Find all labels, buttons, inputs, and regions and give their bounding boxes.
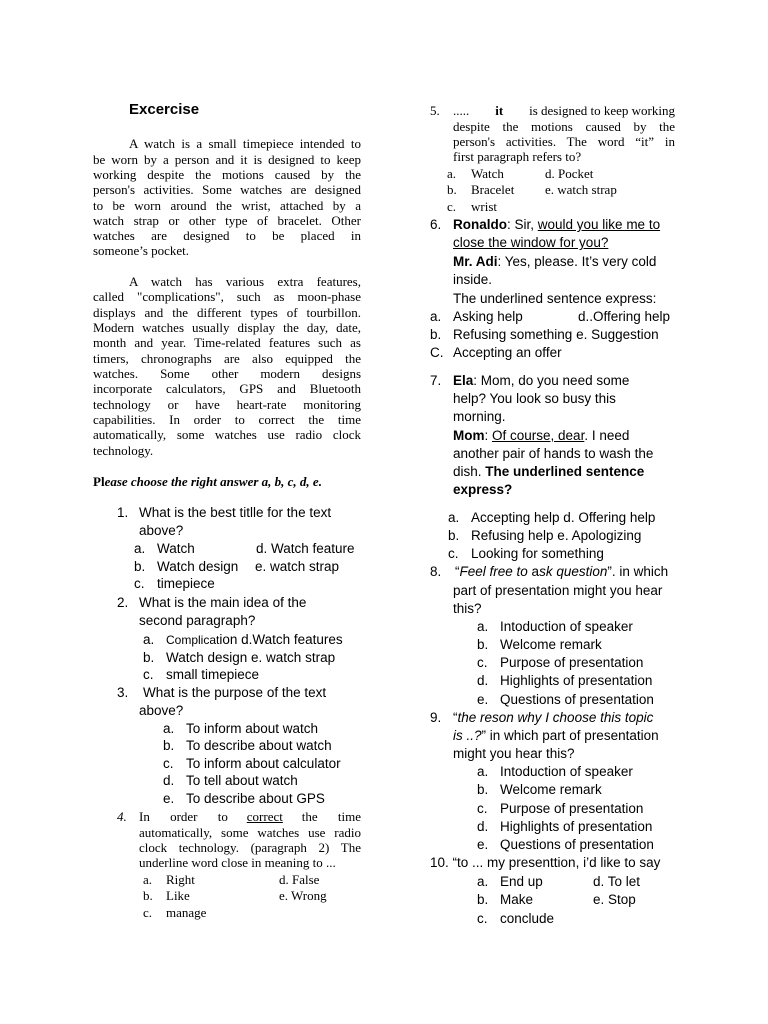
passage-line: displays and the different types of tourbillon. [93, 305, 361, 320]
dialogue-text: help? You look so busy this [453, 391, 616, 406]
passage-line: technology or have heart-rate monitoring [93, 397, 361, 412]
option-text: Watch design e. watch strap [166, 650, 336, 665]
option-text: To tell about watch [186, 773, 298, 788]
quoted-phrase: is ..? [453, 728, 482, 743]
question-text: this? [453, 601, 482, 616]
question-text [139, 809, 361, 825]
question-text: underline word close in meaning to ... [139, 855, 336, 870]
option-text: Right [166, 872, 195, 887]
option-letter: a. [134, 541, 146, 556]
option-letter: e. [477, 692, 489, 707]
option-text: e. watch strap [255, 559, 340, 574]
question-text [453, 103, 675, 119]
question-text [455, 564, 668, 579]
dialogue-text: : Mom, do you need some [473, 373, 630, 388]
passage-line: called "complications", such as moon-phase [93, 289, 361, 304]
question-number: 3. [117, 685, 129, 700]
passage-line: watches are designed to be placed in [93, 228, 361, 243]
question-text-part: ” in which part of presentation [481, 728, 659, 743]
passage-line: watch strap or other type of bracelet. Other [93, 213, 361, 228]
option-letter: a. [477, 874, 489, 889]
option-text: e. watch strap [545, 182, 617, 197]
passage-line: watches. Some other modern designs [93, 366, 361, 381]
option-letter: b. [477, 892, 489, 907]
question-number: 6. [430, 217, 442, 232]
instruction-start: Pl [93, 474, 105, 489]
option-text: Questions of presentation [500, 692, 654, 707]
option-text: Asking help [453, 309, 523, 324]
option-text: Accepting help d. Offering help [471, 510, 656, 525]
passage-line: person's activities. Some watches are designed [93, 182, 361, 197]
underlined-sentence: would you like me to [537, 217, 661, 232]
option-letter: a. [143, 632, 155, 647]
option-letter: c. [448, 546, 459, 561]
passage-line: timers, chronographs are also equipped the [93, 351, 361, 366]
option-text: To describe about GPS [186, 791, 325, 806]
option-letter: c. [477, 801, 488, 816]
option-text: Intoduction of speaker [500, 619, 633, 634]
question-text-part: the time [301, 809, 361, 824]
passage-line: month and year. Time-related features such as [93, 335, 361, 350]
question-text-part: is designed to keep working [529, 103, 675, 118]
option-letter: b. [477, 782, 489, 797]
option-text: To describe about watch [186, 738, 332, 753]
passage-line: A watch has various extra features, [129, 274, 361, 289]
question-number: 4. [117, 809, 127, 824]
question-text: What is the main idea of the [139, 595, 307, 610]
option-letter: b. [448, 528, 460, 543]
instruction [93, 474, 322, 490]
option-text: d. Pocket [545, 166, 594, 181]
dialogue-text: another pair of hands to wash the [453, 446, 654, 461]
question-number: 5. [430, 103, 440, 118]
option-text: Bracelet [471, 182, 515, 197]
option-text: Welcome remark [500, 637, 602, 652]
question-text-part: ”. in which [607, 564, 669, 579]
option-text: Purpose of presentation [500, 801, 644, 816]
option-letter: a. [143, 872, 153, 887]
question-text: 10. “to ... my presenttion, i’d like to say [430, 855, 661, 870]
passage-line: Modern watches usually display the day, date, [93, 320, 361, 335]
option-letter: b. [447, 182, 457, 197]
option-letter: b. [430, 327, 442, 342]
question-number: 8. [430, 564, 442, 579]
speaker-name: Ronaldo [453, 217, 507, 232]
option-text: timepiece [157, 576, 215, 591]
option-letter: c. [477, 655, 488, 670]
page-title: Excercise [129, 101, 200, 118]
option-letter: C. [430, 345, 444, 360]
quoted-phrase: the reson why I choose this topic [457, 710, 654, 725]
question-text: might you hear this? [453, 746, 575, 761]
question-text: part of presentation might you hear [453, 583, 663, 598]
question-number: 1. [117, 505, 129, 520]
question-text: The underlined sentence express: [453, 291, 657, 306]
option-text: small timepiece [166, 667, 260, 682]
option-letter: b. [143, 650, 155, 665]
dialogue-line [453, 254, 656, 269]
option-text: e. Stop [593, 892, 636, 907]
option-letter: c. [134, 576, 145, 591]
quote-mark: “ [453, 710, 458, 725]
dialogue-text: dish. [453, 464, 482, 479]
option-letter: c. [163, 756, 174, 771]
option-text: d. Watch feature [256, 541, 355, 556]
question-text: person's activities. The word “it” in [453, 134, 675, 149]
dialogue-line [453, 373, 629, 388]
quoted-phrase: Feel free to [459, 564, 532, 579]
option-text: Watch [471, 166, 504, 181]
dialogue-text: inside. [453, 272, 493, 287]
speaker-name: Mr. Adi [453, 254, 498, 269]
option-text: To inform about calculator [186, 756, 341, 771]
option-text-small: Complicat [166, 633, 220, 647]
option-letter: c. [143, 905, 153, 920]
dialogue-line [453, 217, 660, 232]
question-text: automatically, some watches use radio [139, 825, 361, 840]
question-text: clock technology. (paragraph 2) The [139, 840, 361, 855]
option-text: d. False [279, 872, 320, 887]
quoted-phrase-plain: a [531, 564, 540, 579]
question-text-bold: it [495, 103, 504, 118]
option-text: conclude [500, 911, 555, 926]
question-text: above? [139, 703, 184, 718]
option-text: d. To let [593, 874, 641, 889]
question-number: 9. [430, 710, 442, 725]
option-letter: d. [477, 819, 489, 834]
option-text: wrist [471, 199, 497, 214]
question-text: second paragraph? [139, 613, 256, 628]
option-text: Highlights of presentation [500, 673, 653, 688]
passage-line: incorporate calculators, GPS and Bluetooth [93, 381, 361, 396]
option-text: End up [500, 874, 543, 889]
option-text: Looking for something [471, 546, 604, 561]
speaker-name: Ela [453, 373, 474, 388]
question-text [453, 710, 653, 725]
underlined-sentence: Of course, dear [492, 428, 585, 443]
question-text: above? [139, 523, 184, 538]
option-text: Watch design [157, 559, 239, 574]
option-letter: a. [448, 510, 460, 525]
question-text-bold: express? [453, 482, 513, 497]
passage-line: A watch is a small timepiece intended to [129, 136, 361, 151]
option-letter: a. [477, 619, 489, 634]
passage-line: working despite the motions caused by the [93, 167, 361, 182]
option-text [166, 632, 343, 647]
question-text-part: ..... [453, 103, 470, 118]
passage-line: to be worn around the wrist, attached by a [93, 198, 361, 213]
question-text-part: In order to [139, 809, 228, 824]
option-letter: b. [477, 637, 489, 652]
passage-line: someone’s pocket. [93, 243, 190, 258]
passage-line: technology. [93, 443, 154, 458]
passage-line: capabilities. In order to correct the time [93, 412, 361, 427]
option-text: Welcome remark [500, 782, 602, 797]
option-text: Like [166, 888, 190, 903]
dialogue-text: : [484, 428, 493, 443]
option-letter: b. [143, 888, 153, 903]
option-letter: d. [163, 773, 175, 788]
option-text: To inform about watch [186, 721, 319, 736]
option-text: Highlights of presentation [500, 819, 653, 834]
speaker-name: Mom [453, 428, 485, 443]
question-text: despite the motions caused by the [453, 119, 675, 134]
option-text: Questions of presentation [500, 837, 654, 852]
dialogue-text: morning. [453, 409, 506, 424]
passage-line: be worn by a person and it is designed to keep [93, 152, 361, 167]
option-letter: c. [447, 199, 457, 214]
option-text: Refusing help e. Apologizing [471, 528, 642, 543]
dialogue-text: : Yes, please. It’s very cold [497, 254, 657, 269]
option-letter: c. [477, 911, 488, 926]
question-text: What is the purpose of the text [143, 685, 327, 700]
option-text: Refusing something e. Suggestion [453, 327, 659, 342]
option-text: manage [166, 905, 207, 920]
question-number: 7. [430, 373, 442, 388]
option-letter: d. [477, 673, 489, 688]
option-text: Accepting an offer [453, 345, 562, 360]
dialogue-line [453, 428, 629, 443]
option-letter: a. [430, 309, 442, 324]
question-text: first paragraph refers to? [453, 149, 582, 164]
quote-mark: “ [455, 564, 460, 579]
instruction-rest: ease choose the right answer a, b, c, d, e. [104, 474, 322, 489]
option-letter: a. [163, 721, 175, 736]
option-letter: c. [143, 667, 154, 682]
dialogue-text: . I need [584, 428, 630, 443]
option-letter: e. [477, 837, 489, 852]
option-text-rest: ion d.Watch features [219, 632, 343, 647]
option-text: Intoduction of speaker [500, 764, 633, 779]
option-letter: b. [163, 738, 175, 753]
dialogue-line [453, 464, 644, 479]
option-letter: a. [447, 166, 457, 181]
option-text: Purpose of presentation [500, 655, 644, 670]
option-text: e. Wrong [279, 888, 327, 903]
underlined-sentence: close the window for you? [453, 235, 609, 250]
quoted-phrase: sk question [539, 564, 608, 579]
question-text-bold: The underlined sentence [481, 464, 645, 479]
dialogue-text: : Sir, [507, 217, 538, 232]
question-number: 2. [117, 595, 129, 610]
option-letter: a. [477, 764, 489, 779]
passage-line: automatically, some watches use radio clock [93, 427, 361, 442]
option-letter: e. [163, 791, 175, 806]
question-text [453, 728, 659, 743]
question-text: What is the best titlle for the text [139, 505, 332, 520]
underlined-word: correct [246, 809, 283, 824]
option-text: Watch [157, 541, 195, 556]
option-text: Make [500, 892, 534, 907]
option-text: d..Offering help [578, 309, 671, 324]
option-letter: b. [134, 559, 146, 574]
